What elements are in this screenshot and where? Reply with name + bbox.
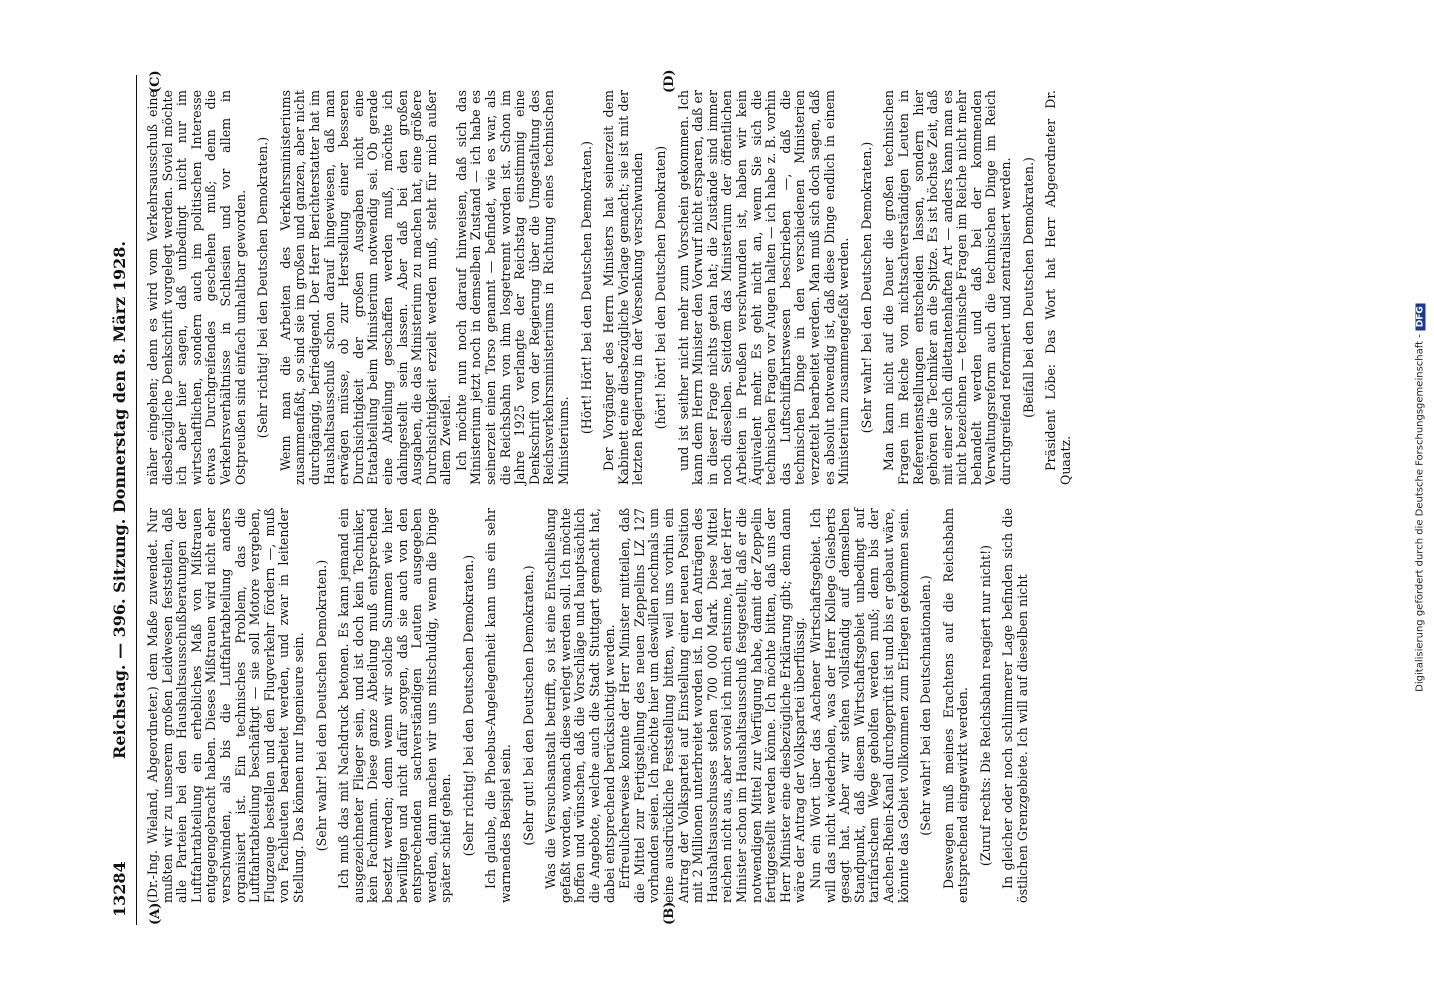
dfg-credit-text: Digitalisierung gefördert durch die Deutsche Forschungsgemeinschaft - <box>1414 334 1426 692</box>
interjection-line: (Zuruf rechts: Die Reichsbahn reagiert nur nicht!) <box>977 544 993 867</box>
paragraph: Präsident Löbe: Das Wort hat Herr Abgeordneter Dr. Quaatz. <box>1043 90 1073 485</box>
margin-marker-d: (D) <box>662 69 677 93</box>
interjection-line: (Sehr richtig! bei den Deutschen Demokraten.) <box>255 136 271 439</box>
interjection-line: (hört! hört! bei den Deutschen Demokraten) <box>653 145 668 430</box>
interjection-line: (Sehr gut! bei den Deutschen Demokraten.) <box>520 565 536 846</box>
left-text-column <box>146 508 1032 903</box>
paragraph: näher eingehen; denn es wird vom Verkehrsausschuß eine diesbezügliche Denkschrift vorgelegt werden. Soviel möchte ich aber hier sagen, daß unbedingt nicht nur im wirtschaftlichen, sondern auch im politischen Interesse etwas Durchgreifendes geschehen muß; denn die Verkehrsverhältnisse in Schlesien und vor allem in Ostpreußen sind einfach unhaltbar geworden. <box>145 90 248 485</box>
dfg-logo-badge: DFG <box>1416 303 1426 330</box>
margin-marker-a: (A) <box>148 902 163 925</box>
paragraph: Ich muß das mit Nachdruck betonen. Es kann jemand ein ausgezeichneter Flieger sein, und ist doch kein Techniker, kein Fachmann. Diese ganze Abteilung muß entsprechend besetzt werden; denn wenn wir solche Summen wie hier bewilligen und nicht dafür sorgen, daß sie auch von den entsprechenden sachverständigen Leuten ausgegeben werden, dann machen wir uns mitschuldig, wenn die Dinge später schief gehen. <box>336 508 454 903</box>
paragraph: Ich glaube, die Phoebus-Angelegenheit kann uns ein sehr warnendes Beispiel sein. <box>483 508 514 903</box>
dfg-credit-line <box>1415 48 1426 948</box>
interjection-line: (Beifall bei den Deutschen Demokraten.) <box>1020 157 1036 418</box>
interjection-line: (Sehr wahr! bei den Deutschen Demokraten.) <box>858 141 874 434</box>
page-number: 13284 <box>110 861 129 917</box>
interjection-line: (Sehr wahr! bei den Deutschen Demokraten.) <box>313 559 329 852</box>
paragraph: Erfreulicherweise konnte der Herr Minister mitteilen, daß die Mittel zur Fertigstellung des neuen Zeppelins LZ 127 vorhanden seien. Ich möchte hier um deswillen nochmals um eine ausdrückliche Feststellung bitten, weil uns vorhin ein Antrag der Volkspartei auf Einstellung einer neuen Position mit 2 Millionen unterbreitet worden ist. In den Anträgen des Haushaltsausschusses stehen 700 000 Mark. Diese Mittel reichen nicht aus, aber soviel ich mich entsinne, hat der Herr Minister schon im Haushaltsausschuß festgestellt, daß er die notwendigen Mittel zur Verfügung habe, damit der Zeppelin fertiggestellt werden könne. Ich möchte bitten, daß uns der Herr Minister eine diesbezügliche Erklärung gibt; denn dann wäre der Antrag der Volkspartei überflüssig. <box>617 508 808 903</box>
paragraph: Der Vorgänger des Herrn Ministers hat seinerzeit dem Kabinett eine diesbezügliche Vorlage gemacht; sie ist mit der letzten Regierung in der Versenkung verschwunden <box>601 90 646 485</box>
paragraph: (Dr.-Ing. Wieland, Abgeordneter.) dem Maße zuwendet. Nur mußten wir zu unserem großen Leidwesen feststellen, daß alle Parteien bei den Haushaltsausschußberatungen der Luftfahrtabteilung ein erhebliches Maß von Mißtrauen entgegengebracht haben. Dieses Mißtrauen wird nicht eher verschwinden, als bis die Luftfahrtabteilung anders organisiert ist. Ein technisches Problem, das die Luftfahrtabteilung beschäftigt — sie soll Motore vergeben, Flugzeuge bestellen und den Flugverkehr fördern —, muß von Fachleuten bearbeitet werden, und zwar in leitender Stellung. Das können nur Ingenieure sein. <box>145 508 306 903</box>
dfg-credit-strip <box>1410 10 1430 990</box>
page-header <box>102 75 137 925</box>
paragraph: Was die Versuchsanstalt betrifft, so ist eine Entschließung gefaßt worden, wonach diese verlegt werden soll. Ich möchte hoffen und wünschen, daß die Vorschläge und hauptsächlich die Angebote, welche auch die Stadt Stuttgart gemacht hat, dabei entsprechend berücksichtigt werden. <box>543 508 617 903</box>
interjection-line: (Sehr richtig! bei den Deutschen Demokraten.) <box>460 554 476 857</box>
interjection-line: (Sehr wahr! bei den Deutschnationalen.) <box>918 575 934 836</box>
right-text-column <box>146 90 1074 485</box>
paragraph: Ich möchte nun noch darauf hinweisen, daß sich das Ministerium jetzt noch in demselben Zustand — ich habe es seinerzeit einen Torso genannt — befindet, wie es war, als die Reichsbahn von ihm losgetrennt worden ist. Schon im Jahre 1925 verlangte der Reichstag einstimmig eine Denkschrift von der Regierung über die Umgestaltung des Reichsverkehrsministeriums in Richtung eines technischen Ministeriums. <box>453 90 572 485</box>
paragraph: In gleicher oder noch schlimmerer Lage befinden sich die östlichen Grenzgebiete. Ich will auf dieselben nicht <box>1000 508 1031 903</box>
interjection-line: (Hört! Hört! bei den Deutschen Demokraten.) <box>578 140 594 435</box>
margin-marker-b: (B) <box>662 901 677 925</box>
paragraph: und ist seither nicht mehr zum Vorschein gekommen. Ich kann dem Herrn Minister den Vorwurf nicht ersparen, daß er in dieser Frage nichts getan hat; die Zustände sind immer noch dieselben. Seitdem das Ministerium der öffentlichen Arbeiten in Preußen verschwunden ist, haben wir kein Äquivalent mehr. Es geht nicht an, wenn Sie sich die technischen Fragen vor Augen halten — ich habe z. B. vorhin das Luftschiffahrtswesen beschrieben —, daß die technischen Dinge in den verschiedenen Ministerien verzettelt bearbeitet werden. Man muß sich doch sagen, daß es absolut notwendig ist, daß diese Dinge endlich in einem Ministerium zusammengefaßt werden. <box>675 90 852 485</box>
running-title: Reichstag. — 396. Sitzung. Donnerstag den 8. März 1928. <box>110 241 129 759</box>
margin-marker-c: (C) <box>148 70 163 93</box>
paragraph: Man kann nicht auf die Dauer die großen technischen Fragen im Reiche von nichtsachverständigen Leuten in Referentenstellungen entscheiden lassen, sondern hier gehören die Techniker an die Spitze. Es ist höchste Zeit, daß mit einer solch dilettantenhaften Art — anders kann man es nicht bezeichnen — technische Fragen im Reiche nicht mehr behandelt werden und daß bei der kommenden Verwaltungsreform auch die technischen Dinge im Reich durchgreifend reformiert und zentralisiert werden. <box>881 90 1014 485</box>
paragraph: Nun ein Wort über das Aachener Wirtschaftsgebiet. Ich will das nicht wiederholen, was der Herr Kollege Giesberts gesagt hat. Aber wir stehen vollständig auf demselben Standpunkt, daß diesem Wirtschaftsgebiet unbedingt auf tarifarischem Wege geholfen werden muß; denn bis der Aachen-Rhein-Kanal durchgeprüft ist und bis er gebaut wäre, könnte das Gebiet vollkommen zum Erliegen gekommen sein. <box>807 508 911 903</box>
paragraph: Wenn man die Arbeiten des Verkehrsministeriums zusammenfaßt, so sind sie im großen und ganzen, aber nicht durchgängig, befriedigend. Der Herr Berichterstatter hat im Haushaltsausschuß schon darauf hingewiesen, daß man erwägen müsse, ob zur Herstellung einer besseren Durchsichtigkeit der großen Ausgaben nicht eine Etatabteilung beim Ministerium notwendig sei. Ob gerade eine Abteilung geschaffen werden muß, möchte ich dahingestellt sein lassen. Aber daß bei den großen Ausgaben, die das Ministerium zu machen hat, eine größere Durchsichtigkeit erzielt werden muß, steht für mich außer allem Zweifel. <box>277 90 454 485</box>
document-page <box>102 69 1332 925</box>
paragraph: Deswegen muß meines Erachtens auf die Reichsbahn entsprechend eingewirkt werden. <box>940 508 971 903</box>
